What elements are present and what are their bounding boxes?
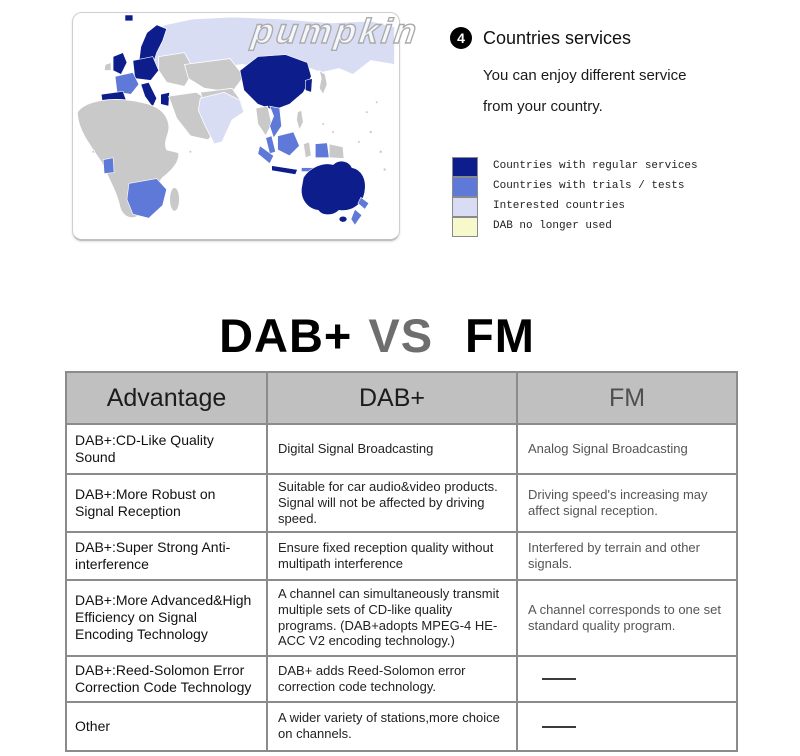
cell-advantage: DAB+:Reed-Solomon Error Correction Code Technology bbox=[66, 656, 267, 702]
header-advantage: Advantage bbox=[66, 372, 267, 424]
dash-placeholder bbox=[542, 678, 576, 680]
legend-item bbox=[452, 216, 698, 236]
section-title: Countries services bbox=[483, 27, 632, 48]
table-header-row bbox=[66, 372, 737, 424]
info-title-row bbox=[450, 27, 780, 49]
map-region-vietnam bbox=[270, 106, 282, 138]
cell-dab: Ensure fixed reception quality without multipath interference bbox=[267, 532, 517, 580]
map-region-borneo bbox=[278, 132, 300, 156]
info-panel bbox=[450, 27, 780, 115]
table-row bbox=[66, 424, 737, 474]
cell-dab: Suitable for car audio&video products. Signal will not be affected by driving speed. bbox=[267, 474, 517, 532]
table-row bbox=[66, 702, 737, 751]
cell-fm: Interfered by terrain and other signals. bbox=[517, 532, 737, 580]
map-region-new-zealand-south bbox=[351, 209, 362, 225]
comparison-table bbox=[65, 371, 738, 752]
cell-fm: Driving speed's increasing may affect signal reception. bbox=[517, 474, 737, 532]
legend-item bbox=[452, 196, 698, 216]
section-subtitle-line1: You can enjoy different service bbox=[483, 67, 687, 84]
dash-placeholder bbox=[542, 726, 576, 728]
cell-advantage: DAB+:Super Strong Anti-interference bbox=[66, 532, 267, 580]
cell-fm: Analog Signal Broadcasting bbox=[517, 424, 737, 474]
map-region-tasmania bbox=[339, 216, 347, 222]
map-region-west-papua bbox=[315, 143, 329, 158]
map-region-myanmar-thailand bbox=[256, 106, 272, 136]
legend-item bbox=[452, 176, 698, 196]
map-region-philippines bbox=[296, 110, 303, 130]
cell-dab: A channel can simultaneously transmit multiple sets of CD-like quality programs. (DAB+adopts MPEG-4 HE-ACC V2 encoding technology.) bbox=[267, 580, 517, 656]
map-region-australia bbox=[301, 161, 365, 215]
table-row bbox=[66, 474, 737, 532]
header-fm: FM bbox=[517, 372, 737, 424]
map-region-papua-new-guinea bbox=[329, 144, 344, 159]
cell-advantage: Other bbox=[66, 702, 267, 751]
table-row bbox=[66, 580, 737, 656]
cell-dab: DAB+ adds Reed-Solomon error correction code technology. bbox=[267, 656, 517, 702]
cell-advantage: DAB+:CD-Like Quality Sound bbox=[66, 424, 267, 474]
map-region-japan bbox=[319, 70, 327, 94]
map-region-svalbard bbox=[125, 15, 133, 21]
map-region-ireland bbox=[104, 63, 111, 71]
cell-advantage: DAB+:More Advanced&High Efficiency on Signal Encoding Technology bbox=[66, 580, 267, 656]
map-region-south-korea bbox=[305, 78, 312, 92]
vs-title-dab: DAB+ bbox=[219, 309, 353, 362]
cell-advantage: DAB+:More Robust on Signal Reception bbox=[66, 474, 267, 532]
table-row bbox=[66, 656, 737, 702]
map-region-madagascar bbox=[170, 187, 180, 211]
cell-dab: Digital Signal Broadcasting bbox=[267, 424, 517, 474]
step-number-badge: 4 bbox=[450, 27, 472, 49]
cell-fm bbox=[517, 702, 737, 751]
cell-dab: A wider variety of stations,more choice on channels. bbox=[267, 702, 517, 751]
cell-fm: A channel corresponds to one set standard quality program. bbox=[517, 580, 737, 656]
header-dab: DAB+ bbox=[267, 372, 517, 424]
map-region-ghana bbox=[103, 158, 114, 174]
cell-fm bbox=[517, 656, 737, 702]
legend-swatch-regular bbox=[452, 157, 478, 177]
vs-title-vs: VS bbox=[368, 309, 434, 362]
section-subtitle-line2: from your country. bbox=[483, 98, 603, 115]
vs-title-fm: FM bbox=[465, 309, 535, 362]
legend-label: DAB no longer used bbox=[493, 220, 612, 232]
legend-swatch-trials bbox=[452, 177, 478, 197]
map-region-southern-africa bbox=[127, 179, 167, 219]
map-legend bbox=[452, 156, 698, 236]
legend-item bbox=[452, 156, 698, 176]
watermark-logo: pumpkin bbox=[249, 12, 422, 51]
vs-title bbox=[0, 308, 800, 363]
legend-label: Countries with regular services bbox=[493, 160, 698, 172]
comparison-table-body bbox=[66, 424, 737, 751]
map-region-java bbox=[272, 166, 298, 175]
legend-swatch-unused bbox=[452, 217, 478, 237]
map-region-greece bbox=[161, 92, 170, 106]
map-region-uk bbox=[113, 53, 127, 75]
map-region-sulawesi bbox=[303, 142, 311, 158]
legend-swatch-interested bbox=[452, 197, 478, 217]
map-region-china bbox=[240, 55, 311, 111]
table-row bbox=[66, 532, 737, 580]
legend-label: Countries with trials / tests bbox=[493, 180, 685, 192]
legend-label: Interested countries bbox=[493, 200, 626, 212]
